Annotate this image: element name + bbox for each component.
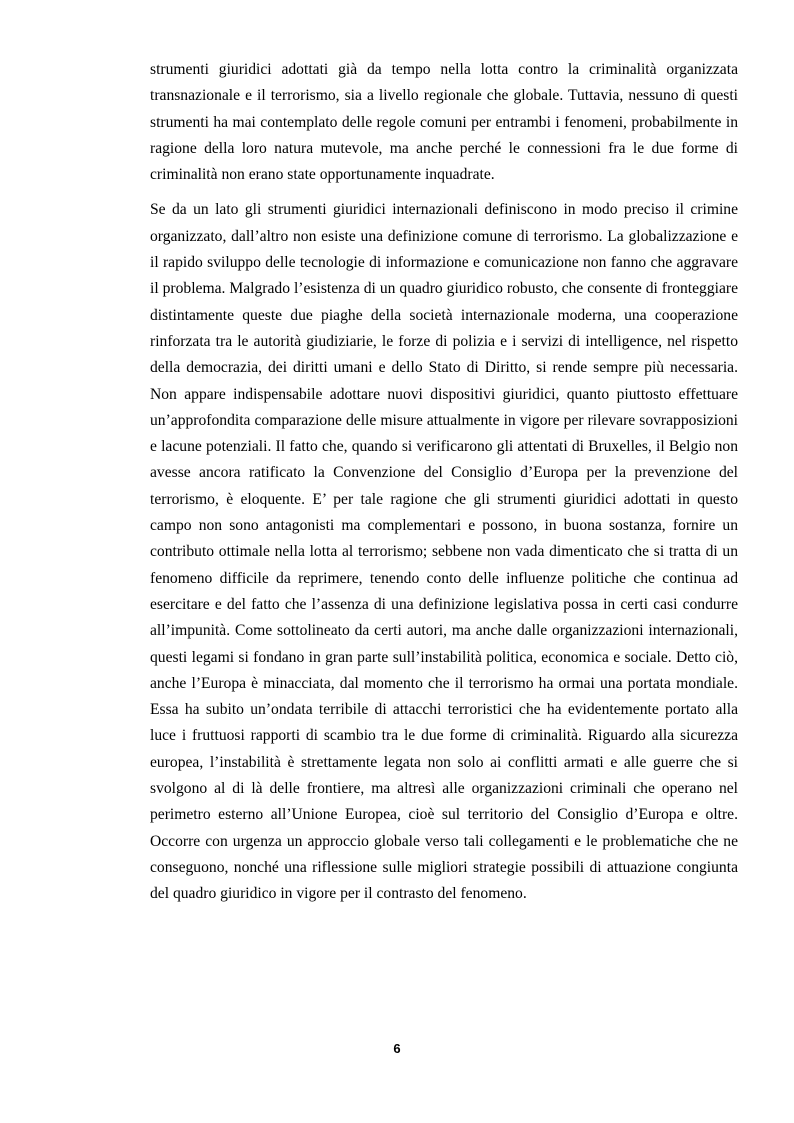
paragraph-2: Se da un lato gli strumenti giuridici internazionali definiscono in modo preciso il crimine organizzato, dall’altro non esiste una definizione comune di terrorismo. La globalizzazione e il rapido sviluppo delle tecnologie di informazione e comunicazione non fanno che aggravare il problema. Malgrado l’esistenza di un quadro giuridico robusto, che consente di fronteggiare distintamente queste due piaghe della società internazionale moderna, una cooperazione rinforzata tra le autorità giudiziarie, le forze di polizia e i servizi di intelligence, nel rispetto della democrazia, dei diritti umani e dello Stato di Diritto, si rende sempre più necessaria. Non appare indispensabile adottare nuovi dispositivi giuridici, quanto piuttosto effettuare un’approfondita comparazione delle misure attualmente in vigore per rilevare sovrapposizioni e lacune potenziali. Il fatto che, quando si verificarono gli attentati di Bruxelles, il Belgio non avesse ancora ratificato la Convenzione del Consiglio d’Europa per la prevenzione del terrorismo, è eloquente. E’ per tale ragione che gli strumenti giuridici adottati in questo campo non sono antagonisti ma complementari e possono, in buona sostanza, fornire un contributo ottimale nella lotta al terrorismo; sebbene non vada dimenticato che si tratta di un fenomeno difficile da reprimere, tenendo conto delle influenze politiche che continua ad esercitare e del fatto che l’assenza di una definizione legislativa possa in certi casi condurre all’impunità. Come sottolineato da certi autori, ma anche dalle organizzazioni internazionali, questi legami si fondano in gran parte sull’instabilità politica, economica e sociale. Detto ciò, anche l’Europa è minacciata, dal momento che il terrorismo ha ormai una portata mondiale. Essa ha subito un’ondata terribile di attacchi terroristici che ha evidentemente portato alla luce i fruttuosi rapporti di scambio tra le due forme di criminalità. Riguardo alla sicurezza europea, l’instabilità è strettamente legata non solo ai conflitti armati e alle guerre che si svolgono al di là delle frontiere, ma altresì alle organizzazioni criminali che operano nel perimetro esterno all’Unione Europea, cioè sul territorio del Consiglio d’Europa e oltre. Occorre con urgenza un approccio globale verso tali collegamenti e le problematiche che ne conseguono, nonché una riflessione sulle migliori strategie possibili di attuazione congiunta del quadro giuridico in vigore per il contrasto del fenomeno. — [150, 201, 738, 903]
paragraph-1: strumenti giuridici adottati già da tempo nella lotta contro la criminalità organizzata transnazionale e il terrorismo, sia a livello regionale che globale. Tuttavia, nessuno di questi strumenti ha mai contemplato delle regole comuni per entrambi i fenomeni, probabilmente in ragione della loro natura mutevole, ma anche perché le connessioni fra le due forme di criminalità non erano state opportunamente inquadrate. — [150, 61, 738, 184]
page-number: 6 — [393, 1041, 401, 1056]
document-body — [150, 57, 738, 908]
